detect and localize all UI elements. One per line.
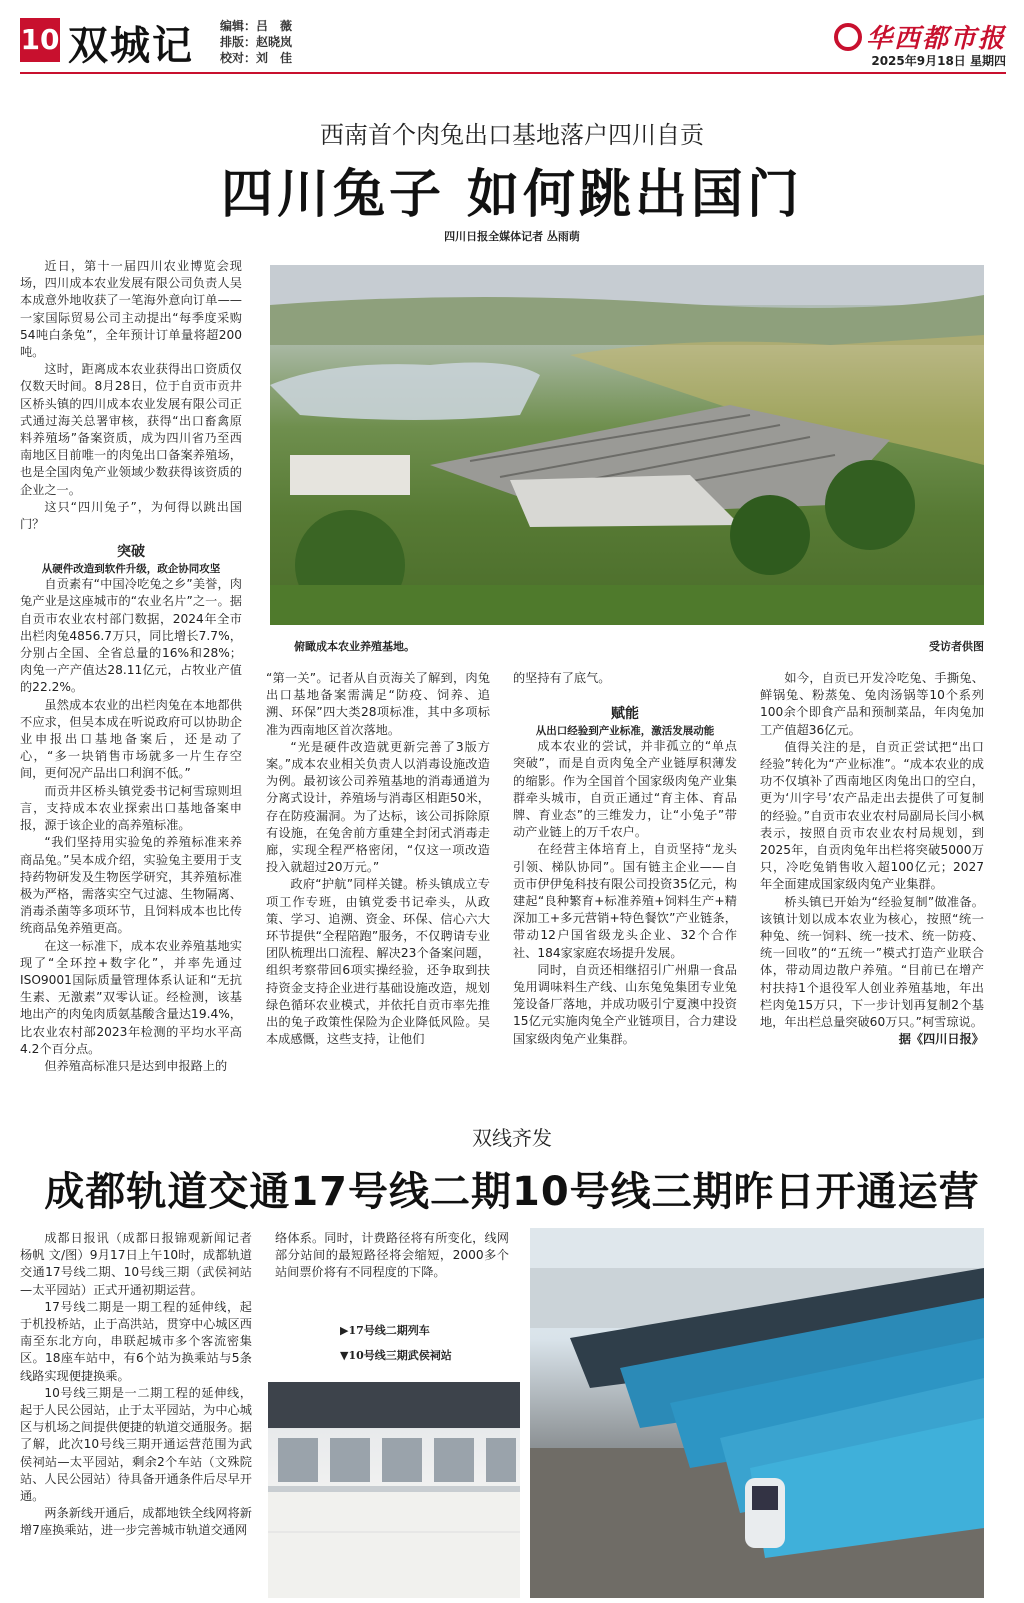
paragraph: 而贡井区桥头镇党委书记柯雪琼则坦言，支持成本农业探索出口基地备案申报，源于该企业的高养殖标准。 [20, 783, 242, 833]
paragraph: 在这一标准下，成本农业养殖基地实现了“全环控+数字化”，并率先通过ISO9001国际质量管理体系认证和“无抗生素、无激素”双零认证。经检测，该基地出产的肉兔肉质氨基酸含量达19.4%，比农业农村部2023年检测的平均水平高4.2个百分点。 [20, 938, 242, 1056]
caption-line-10: ▼10号线三期武侯祠站 [340, 1349, 452, 1362]
metro-trains-photo [530, 1228, 984, 1598]
paragraph: 的坚持有了底气。 [513, 671, 611, 685]
photo-caption: 俯瞰成本农业养殖基地。 [294, 640, 415, 653]
article1-column-4 [760, 670, 984, 1048]
paragraph: “光是硬件改造就更新完善了3版方案。”成本农业相关负责人以消毒设施改造为例。最初该公司养殖基地的消毒通道为分离式设计，养殖场与消毒区相距50米，存在防疫漏洞。为了达标，该公司拆除原有设施，在兔舍前方重建全封闭式消毒走廊，实现全程严格密闭，“仅这一项改造投入就超过20万元。” [266, 739, 490, 875]
paragraph: 在经营主体培育上，自贡坚持“龙头引领、梯队协同”。国有链主企业——自贡市伊伊兔科技有限公司投资35亿元，构建起“良种繁育+标准养殖+饲料生产+精深加工+多元营销+特色餐饮”产业链条，带动12户国省级龙头企业、32个合作社、184家家庭农场提升发展。 [513, 842, 737, 960]
masthead [20, 14, 1006, 70]
paragraph: 桥头镇已开始为“经验复制”做准备。该镇计划以成本农业为核心，按照“统一种兔、统一饲料、统一技术、统一防疫、统一回收”的“五统一”模式打造产业联合体，带动周边散户养殖。“目前已在增产村扶持1个退役军人创业养殖基地，年出栏肉兔15万只，下一步计划再复制2个基地，年出栏总量突破60万只。”柯雪琼说。 [760, 894, 984, 1030]
article2-headline: 成都轨道交通17号线二期10号线三期昨日开通运营 [44, 1169, 980, 1215]
paragraph: 自贡素有“中国冷吃兔之乡”美誉，肉兔产业是这座城市的“农业名片”之一。据自贡市农业农村部门数据，2024年全市出栏肉兔4856.7万只，同比增长7.7%，分别占全国、全省总量的16%和28%；肉兔一产产值达28.11亿元，占牧业产值的22.2%。 [20, 577, 242, 695]
photo-credit: 受访者供图 [929, 640, 984, 653]
article2-column-1 [20, 1230, 252, 1540]
article1-column-2 [266, 670, 490, 1048]
subhead-empowerment: 赋能 [611, 706, 639, 723]
paragraph: 政府“护航”同样关键。桥头镇成立专项工作专班，由镇党委书记牵头，从政策、学习、追溯、资金、环保、信心六大环节提供“全程陪跑”服务，不仅聘请专业团队梳理出口流程、解决23个备案问题，组织考察带回6项实操经验，还争取到扶持资金支持企业进行基础设施改造，规划绿色循环农业模式，并依托自贡市率先推出的兔子政策性保险为企业降低风险。吴本成感慨，这些支持，让他们 [266, 877, 490, 1047]
logo-text: 华西都市报 [865, 24, 1006, 54]
paragraph: 17号线二期是一期工程的延伸线，起于机投桥站，止于高洪站，贯穿中心城区西南至东北方向，串联起城市多个客流密集区。18座车站中，有6个站为换乘站与5条线路实现便捷换乘。 [20, 1299, 252, 1383]
paragraph: 如今，自贡已开发冷吃兔、手撕兔、鲜锅兔、粉蒸兔、兔肉汤锅等10个系列100余个即食产品和预制菜品，年肉兔加工产值超36亿元。 [760, 671, 984, 737]
article1-headline: 四川兔子 如何跳出国门 [220, 165, 804, 225]
paragraph: 同时，自贡还相继招引广州鼎一食品兔用调味料生产线、山东兔兔集团专业兔笼设备厂落地，并成功吸引宁夏澳中投资15亿元实施肉兔全产业链项目，合力建设国家级肉兔产业集群。 [513, 962, 737, 1046]
page-number: 10 [20, 18, 60, 62]
station-illustration [268, 1382, 520, 1598]
paragraph: 但养殖高标准只是达到申报路上的 [44, 1058, 228, 1073]
dateline: 2025年9月18日 星期四 [871, 54, 1006, 68]
article2-kicker: 双线齐发 [472, 1126, 552, 1150]
section-title: 双城记 [68, 22, 194, 69]
farm-aerial-photo [270, 265, 984, 625]
paragraph: “第一关”。记者从自贡海关了解到，肉兔出口基地备案需满足“防疫、饲养、追溯、环保”四大类28项标准，其中多项标准为西南地区首次落地。 [266, 671, 490, 737]
editor-line: 编辑：吕 薇 [220, 19, 293, 33]
caption-line-17: ▶17号线二期列车 [340, 1324, 430, 1337]
paragraph: 成都日报讯（成都日报锦观新闻记者 杨帆 文/图）9月17日上午10时，成都轨道交通17号线二期、10号线三期（武侯祠站—太平园站）正式开通初期运营。 [20, 1231, 252, 1297]
subhead-desc: 从硬件改造到软件升级，政企协同攻坚 [41, 563, 221, 576]
editor-credits [220, 18, 292, 66]
newspaper-logo [834, 18, 1006, 55]
trains-illustration [530, 1228, 984, 1598]
paragraph: 10号线三期是一二期工程的延伸线，起于人民公园站，止于太平园站，为中心城区与机场之间提供便捷的轨道交通服务。据了解，此次10号线三期开通运营范围为武侯祠站—太平园站，剩余2个车站（文殊院站、人民公园站）待具备开通条件后尽早开通。 [20, 1385, 252, 1504]
article1-byline: 四川日报全媒体记者 丛雨萌 [444, 230, 580, 243]
farm-illustration [270, 265, 984, 625]
layout-line: 排版：赵晓岚 [220, 35, 293, 49]
article2-column-2 [275, 1230, 509, 1282]
paragraph: 两条新线开通后，成都地铁全线网将新增7座换乘站，进一步完善城市轨道交通网 [20, 1506, 252, 1538]
paragraph: 近日，第十一届四川农业博览会现场，四川成本农业发展有限公司负责人吴本成意外地收获了一笔海外意向订单——一家国际贸易公司主动提出“每季度采购54吨白条兔”，全年预计订单量将超200吨。 [20, 259, 242, 360]
article1-column-3 [513, 670, 737, 1048]
paragraph: “我们坚持用实验兔的养殖标准来养商品兔。”吴本成介绍，实验兔主要用于支持药物研发及生物医学研究，其养殖标准极为严格，需落实空气过滤、生物隔离、消毒杀菌等多项环节，且饲料成本也比传统商品兔养殖更高。 [20, 835, 242, 936]
subhead-breakthrough: 突破 [117, 544, 145, 561]
paragraph: 值得关注的是，自贡正尝试把“出口经验”转化为“产业标准”。“成本农业的成功不仅填补了西南地区肉兔出口的空白，更为‘川字号’农产品走出去提供了可复制的经验。”自贡市农业农村局副局长闫小枫表示，按照自贡市农业农村局规划，到2025年，自贡肉兔年出栏将突破5000万只，冷吃兔销售收入超100亿元；2027年全面建成国家级肉兔产业集群。 [760, 739, 984, 892]
paragraph: 这只“四川兔子”，为何得以跳出国门？ [20, 499, 242, 532]
paragraph: 络体系。同时，计费路径将有所变化，线网部分站间的最短路径将会缩短，2000多个站间票价将有不同程度的下降。 [275, 1231, 509, 1280]
paragraph: 虽然成本农业的出栏肉兔在本地都供不应求，但吴本成在听说政府可以协助企业申报出口基地备案后，还是动了心，“多一块销售市场就多一片生存空间，更何况产品出口利润不低。” [20, 697, 242, 781]
article1-kicker: 西南首个肉兔出口基地落户四川自贡 [320, 121, 704, 149]
paragraph: 成本农业的尝试，并非孤立的“单点突破”，而是自贡肉兔全产业链厚积薄发的缩影。作为全国首个国家级肉兔产业集群牵头城市，自贡正通过“育主体、育品牌、育业态”的三维发力，让“小兔子”带动产业链上的万千农户。 [513, 739, 737, 840]
logo-icon [834, 23, 862, 51]
article1-column-1 [20, 258, 242, 1075]
proofreader-line: 校对：刘 佳 [220, 51, 293, 65]
subhead-desc: 从出口经验到产业标准，激活发展动能 [535, 725, 715, 738]
article-source: 据《四川日报》 [898, 1032, 984, 1047]
station-photo [268, 1382, 520, 1598]
paragraph: 这时，距离成本农业获得出口资质仅仅数天时间。8月28日，位于自贡市贡井区桥头镇的四川成本农业发展有限公司正式通过海关总署审核，获得“出口畜禽原料养殖场”备案资质，成为四川省乃至西南地区目前唯一的肉兔出口备案养殖场，也是全国肉兔产业领域少数获得该资质的企业之一。 [20, 362, 242, 497]
header-rule [20, 72, 1006, 74]
